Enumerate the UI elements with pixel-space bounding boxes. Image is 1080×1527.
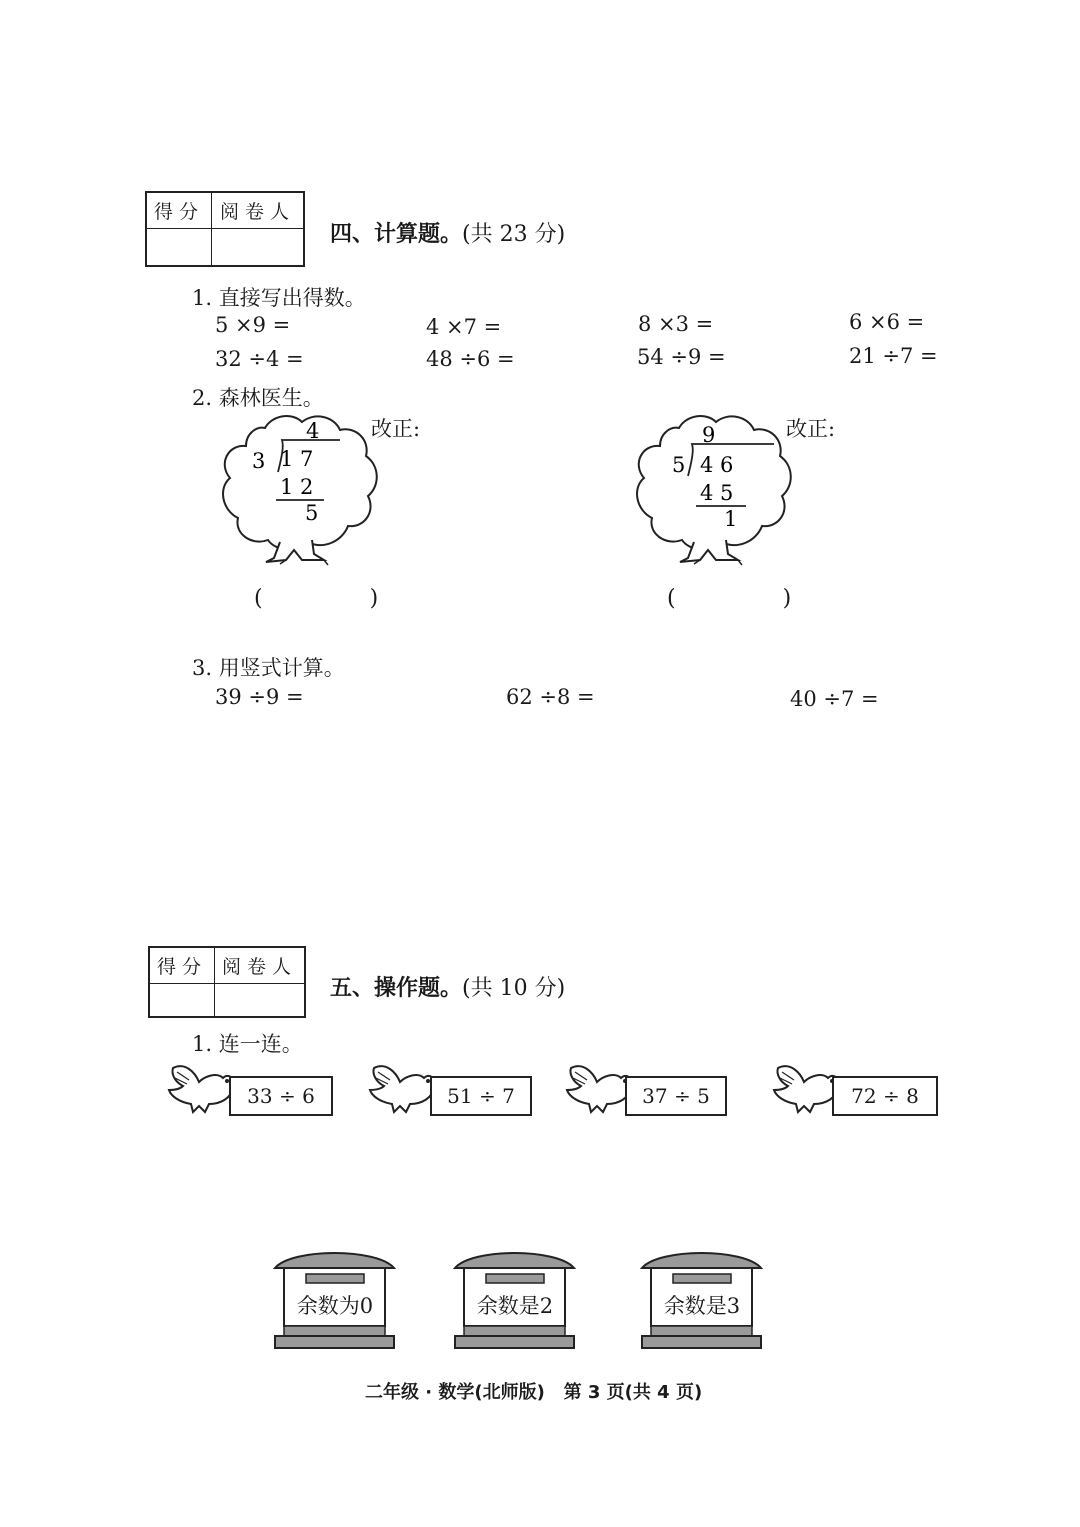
tree1-dividend: 1 7 — [280, 447, 314, 471]
expr-r1-c2: 4 ×7 = — [426, 315, 502, 339]
expr-box-1: 33 ÷ 6 — [229, 1076, 333, 1116]
expr-r1-c4: 6 ×6 = — [849, 310, 925, 334]
page-footer: 二年级 · 数学(北师版) 第 3 页(共 4 页) — [365, 1382, 703, 1403]
bird-card-1[interactable] — [165, 1058, 335, 1118]
grader-header: 阅卷人 — [215, 947, 306, 983]
tree1-divisor: 3 — [252, 449, 266, 473]
bird-card-3[interactable] — [563, 1058, 733, 1118]
tree-illustration-1 — [210, 410, 390, 570]
mailbox-label-1: 余数为0 — [290, 1290, 380, 1320]
tree1-quotient: 4 — [306, 419, 320, 443]
q3-expr-2: 62 ÷8 = — [506, 685, 595, 709]
tree2-divisor: 5 — [672, 453, 686, 477]
section5-title-text: 五、操作题。 — [330, 976, 463, 1001]
expr-r1-c3: 8 ×3 = — [638, 312, 714, 336]
grader-cell[interactable] — [212, 228, 305, 266]
section5-title — [330, 971, 565, 1002]
mailbox-3[interactable] — [639, 1246, 764, 1350]
tree1-remainder: 5 — [305, 501, 319, 525]
score-box-section5 — [148, 946, 306, 1018]
bird-card-2[interactable] — [366, 1058, 536, 1118]
mailbox-1[interactable] — [272, 1246, 397, 1350]
expr-box-4: 72 ÷ 8 — [832, 1076, 938, 1116]
expr-r2-c2: 48 ÷6 = — [426, 347, 515, 371]
expr-r2-c1: 32 ÷4 = — [215, 347, 304, 371]
s5-q1-label: 1. 连一连。 — [192, 1032, 303, 1056]
expr-r2-c4: 21 ÷7 = — [849, 344, 938, 368]
q1-label: 1. 直接写出得数。 — [192, 286, 366, 310]
section4-title — [330, 217, 565, 248]
tree2-product: 4 5 — [700, 481, 734, 505]
tree-illustration-2 — [624, 410, 804, 570]
correct-label-1: 改正: — [371, 417, 421, 441]
mailbox-label-2: 余数是2 — [470, 1290, 560, 1320]
section4-points: (共 23 分) — [462, 222, 566, 247]
expr-box-3: 37 ÷ 5 — [625, 1076, 727, 1116]
score-header: 得分 — [149, 947, 215, 983]
expr-r2-c3: 54 ÷9 = — [637, 345, 726, 369]
expr-box-2: 51 ÷ 7 — [430, 1076, 532, 1116]
tree2-remainder: 1 — [724, 507, 738, 531]
grader-header: 阅卷人 — [212, 192, 305, 228]
answer-paren-2[interactable]: ( ) — [667, 586, 842, 611]
expr-r1-c1: 5 ×9 = — [215, 313, 291, 337]
score-header: 得分 — [146, 192, 212, 228]
grader-cell[interactable] — [215, 983, 306, 1017]
section5-points: (共 10 分) — [462, 976, 566, 1001]
mailbox-label-3: 余数是3 — [657, 1290, 747, 1320]
bird-card-4[interactable] — [770, 1058, 940, 1118]
tree2-quotient: 9 — [702, 423, 716, 447]
tree1-product: 1 2 — [280, 475, 314, 499]
q3-expr-3: 40 ÷7 = — [790, 687, 879, 711]
score-cell[interactable] — [146, 228, 212, 266]
score-cell[interactable] — [149, 983, 215, 1017]
section4-title-text: 四、计算题。 — [330, 222, 463, 247]
mailbox-2[interactable] — [452, 1246, 577, 1350]
q3-label: 3. 用竖式计算。 — [192, 656, 345, 680]
score-box-section4 — [145, 191, 305, 267]
q3-expr-1: 39 ÷9 = — [215, 685, 304, 709]
correct-label-2: 改正: — [786, 417, 836, 441]
tree2-dividend: 4 6 — [700, 453, 734, 477]
answer-paren-1[interactable]: ( ) — [254, 586, 429, 611]
q2-label: 2. 森林医生。 — [192, 386, 324, 410]
